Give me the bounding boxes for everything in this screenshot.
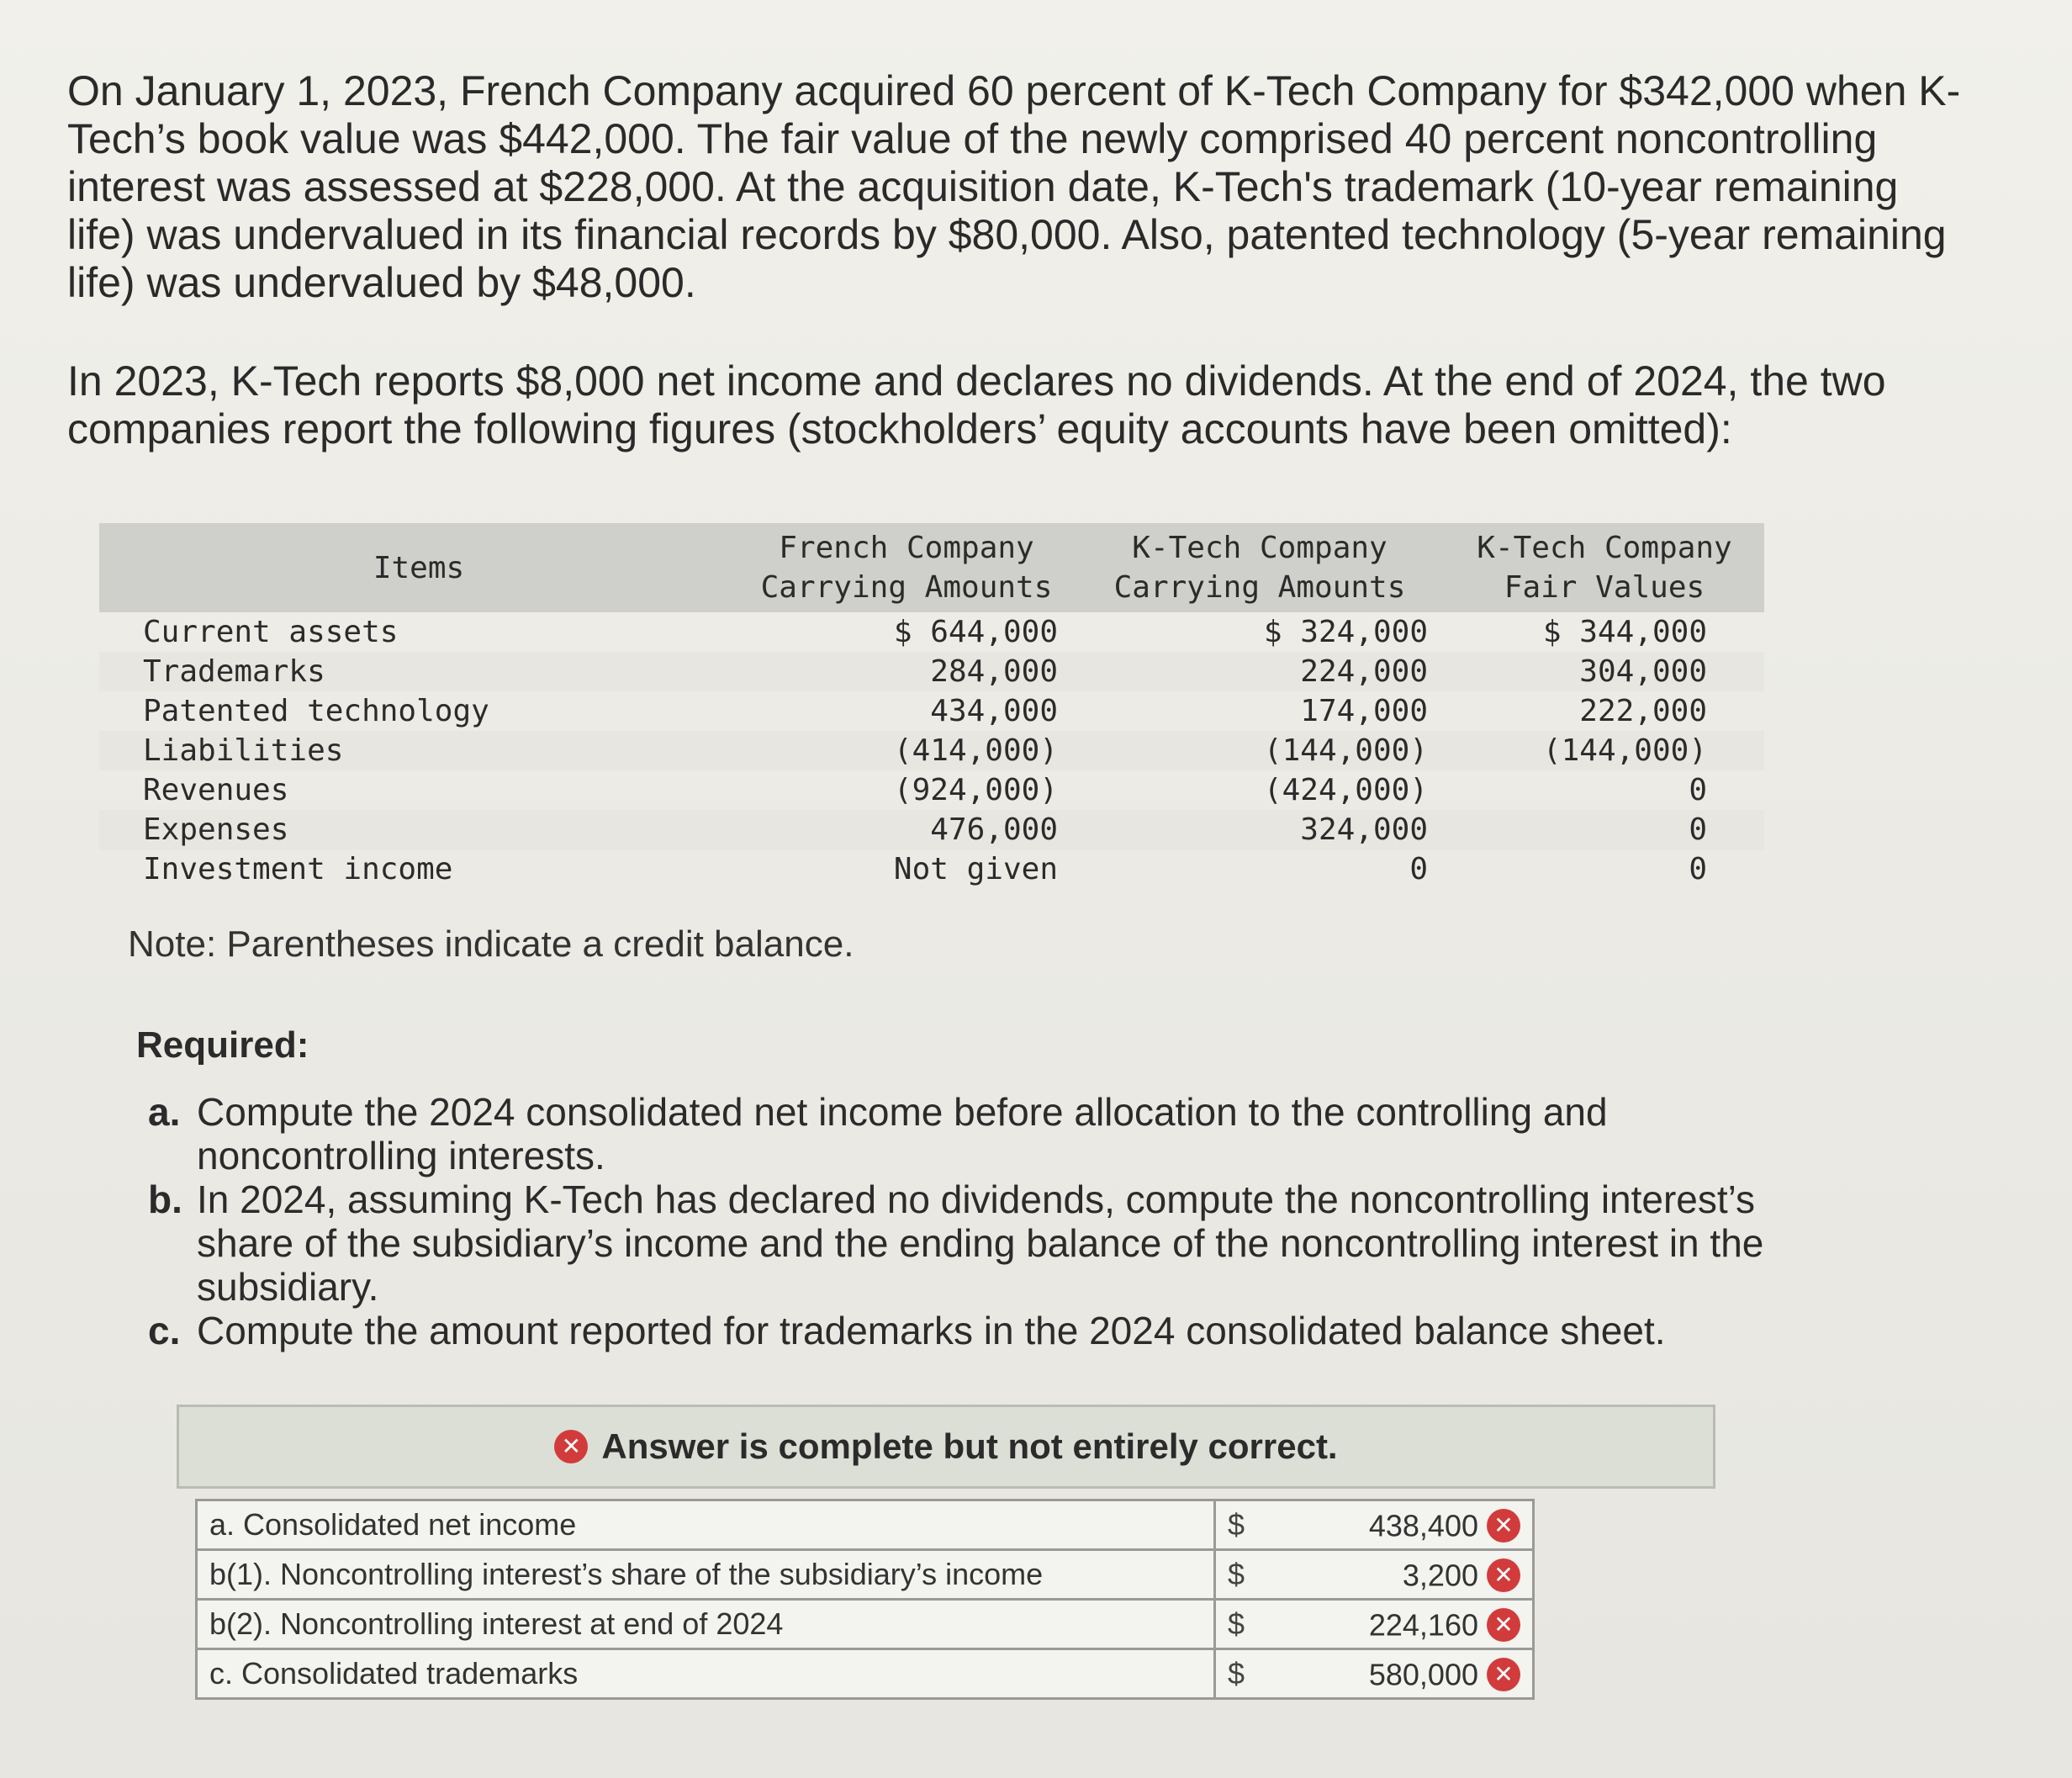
answer-status-banner xyxy=(177,1405,1715,1489)
answer-value: 3,200 xyxy=(1402,1558,1478,1593)
row-ktech-carrying: 174,000 xyxy=(1300,694,1428,728)
header-items: Items xyxy=(99,523,738,612)
row-ktech-fair: 0 xyxy=(1445,810,1764,849)
row-ktech-fair: 0 xyxy=(1689,852,1707,886)
answer-label: a. Consolidated net income xyxy=(197,1500,1215,1550)
answer-row xyxy=(197,1500,1534,1550)
incorrect-icon: ✕ xyxy=(1487,1509,1520,1543)
row-item: Revenues xyxy=(143,773,289,807)
table-row xyxy=(99,770,1764,810)
row-french: (924,000) xyxy=(893,773,1058,807)
table-header-row xyxy=(99,523,1764,612)
header-ktech-carrying: K-Tech Company Carrying Amounts xyxy=(1075,523,1445,612)
intro-paragraph-2: In 2023, K-Tech reports $8,000 net income and declares no dividends. At the end of 2024, the two companies report the following figures (stockholders’ equity accounts have been omitted): xyxy=(67,357,1886,452)
required-item-c xyxy=(148,1309,1847,1352)
answer-value: 438,400 xyxy=(1368,1508,1478,1543)
row-item: Patented technology xyxy=(143,694,489,728)
row-french: 476,000 xyxy=(738,810,1075,849)
answer-value: 580,000 xyxy=(1368,1657,1478,1692)
table-row xyxy=(99,731,1764,770)
required-letter: a. xyxy=(148,1090,181,1134)
table-row xyxy=(99,612,1764,652)
answer-value: 224,160 xyxy=(1368,1607,1478,1643)
table-row xyxy=(99,810,1764,849)
answer-currency: $ xyxy=(1215,1649,1291,1699)
incorrect-icon: ✕ xyxy=(1487,1608,1520,1642)
credit-balance-note: Note: Parentheses indicate a credit balance. xyxy=(128,923,854,965)
row-ktech-carrying: 224,000 xyxy=(1075,652,1445,691)
row-ktech-carrying: $ 324,000 xyxy=(1263,615,1428,649)
table-row xyxy=(99,849,1764,889)
required-item-b xyxy=(148,1177,1847,1309)
incorrect-icon: ✕ xyxy=(1487,1558,1520,1592)
row-ktech-carrying: 0 xyxy=(1409,852,1428,886)
row-ktech-fair: 0 xyxy=(1689,773,1707,807)
answer-status-text: Answer is complete but not entirely correct. xyxy=(601,1426,1338,1466)
answer-row xyxy=(197,1550,1534,1600)
row-item: Investment income xyxy=(143,852,453,886)
row-item: Expenses xyxy=(99,810,738,849)
answer-label: c. Consolidated trademarks xyxy=(197,1649,1215,1699)
required-heading: Required: xyxy=(136,1024,309,1066)
row-ktech-carrying: 324,000 xyxy=(1075,810,1445,849)
row-french: $ 644,000 xyxy=(893,615,1058,649)
answer-currency: $ xyxy=(1215,1550,1291,1600)
answer-input[interactable] xyxy=(1290,1500,1534,1550)
row-ktech-fair: $ 344,000 xyxy=(1542,615,1707,649)
row-ktech-fair: 222,000 xyxy=(1579,694,1707,728)
row-item: Trademarks xyxy=(99,652,738,691)
row-ktech-fair: 304,000 xyxy=(1445,652,1764,691)
required-list xyxy=(148,1090,1847,1352)
row-french: (414,000) xyxy=(738,731,1075,770)
answer-row xyxy=(197,1649,1534,1699)
problem-intro xyxy=(67,67,1968,453)
row-french: Not given xyxy=(893,852,1058,886)
row-ktech-carrying: (144,000) xyxy=(1075,731,1445,770)
table-row xyxy=(99,652,1764,691)
row-french: 434,000 xyxy=(930,694,1058,728)
row-item: Liabilities xyxy=(99,731,738,770)
x-circle-icon: ✕ xyxy=(554,1430,588,1463)
row-item: Current assets xyxy=(143,615,399,649)
required-item-a xyxy=(148,1090,1847,1177)
answer-currency: $ xyxy=(1215,1500,1291,1550)
required-letter: c. xyxy=(148,1309,181,1352)
answer-table xyxy=(195,1499,1535,1700)
table-row xyxy=(99,691,1764,731)
company-figures-table xyxy=(99,523,1764,889)
header-french-carrying: French Company Carrying Amounts xyxy=(738,523,1075,612)
row-french: 284,000 xyxy=(738,652,1075,691)
answer-row xyxy=(197,1600,1534,1649)
answer-currency: $ xyxy=(1215,1600,1291,1649)
required-text: In 2024, assuming K-Tech has declared no dividends, compute the noncontrolling interest’s share of the subsidiary’s income and the ending balance of the noncontrolling interest in the subsidiary. xyxy=(197,1177,1764,1309)
incorrect-icon: ✕ xyxy=(1487,1658,1520,1691)
answer-label: b(2). Noncontrolling interest at end of 2024 xyxy=(197,1600,1215,1649)
answer-label: b(1). Noncontrolling interest’s share of the subsidiary’s income xyxy=(197,1550,1215,1600)
answer-input[interactable] xyxy=(1290,1600,1534,1649)
required-text: Compute the amount reported for trademarks in the 2024 consolidated balance sheet. xyxy=(197,1309,1666,1352)
required-letter: b. xyxy=(148,1177,182,1221)
answer-input[interactable] xyxy=(1290,1649,1534,1699)
answer-input[interactable] xyxy=(1290,1550,1534,1600)
row-ktech-fair: (144,000) xyxy=(1445,731,1764,770)
row-ktech-carrying: (424,000) xyxy=(1263,773,1428,807)
required-text: Compute the 2024 consolidated net income before allocation to the controlling and noncontrolling interests. xyxy=(197,1090,1608,1177)
intro-paragraph-1: On January 1, 2023, French Company acquired 60 percent of K-Tech Company for $342,000 when K-Tech’s book value was $442,000. The fair value of the newly comprised 40 percent noncontrolling interest was assessed at $228,000. At the acquisition date, K-Tech's trademark (10-year remaining life) was undervalued in its financial records by $80,000. Also, patented technology (5-year remaining life) was undervalued by $48,000. xyxy=(67,67,1961,306)
header-ktech-fair: K-Tech Company Fair Values xyxy=(1445,523,1764,612)
